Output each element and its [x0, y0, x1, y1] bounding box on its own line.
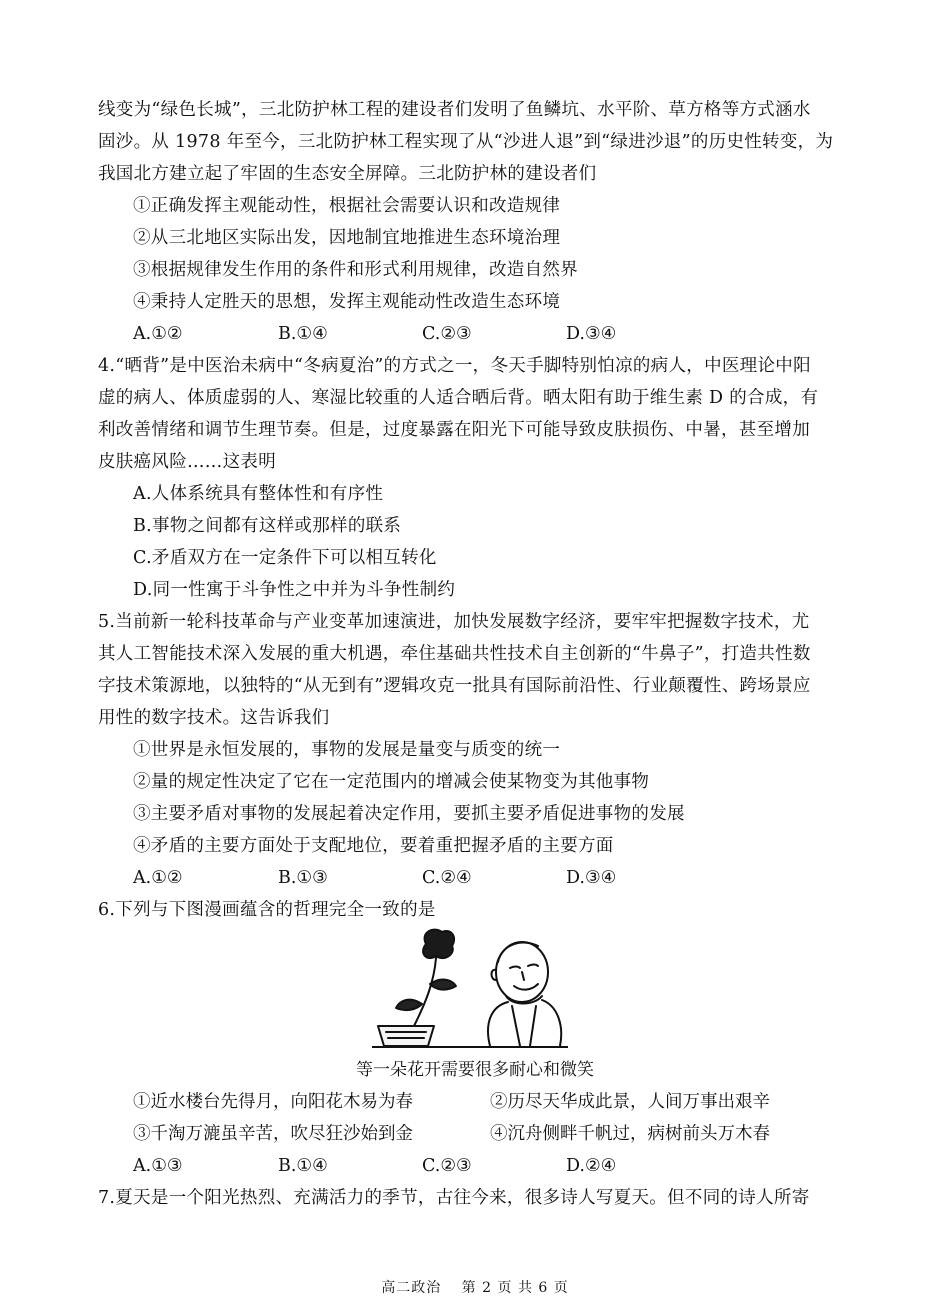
q6-statement: ④沉舟侧畔千帆过，病树前头万木春 [490, 1124, 770, 1144]
q5-statement: ④矛盾的主要方面处于支配地位，要着重把握矛盾的主要方面 [133, 836, 614, 856]
q4-option-d: D.同一性寓于斗争性之中并为斗争性制约 [133, 580, 456, 600]
q4-text-line: 4.“晒背”是中医治未病中“冬病夏治”的方式之一，冬天手脚特别怕凉的病人，中医理论中阳 [98, 356, 811, 376]
q4-text-line: 虚的病人、体质虚弱的人、寒湿比较重的人适合晒后背。晒太阳有助于维生素 D 的合成，有 [98, 388, 819, 408]
q6-choice-d: D.②④ [566, 1156, 617, 1176]
q3-choice-a: A.①② [133, 324, 183, 344]
q4-text-line: 利改善情绪和调节生理节奏。但是，过度暴露在阳光下可能导致皮肤损伤、中暑，甚至增加 [98, 420, 810, 440]
q3-text-line: 固沙。从 1978 年至今，三北防护林工程实现了从“沙进人退”到“绿进沙退”的历史性转变，为 [98, 132, 834, 152]
q6-choice-c: C.②③ [422, 1156, 472, 1176]
q6-statement: ①近水楼台先得月，向阳花木易为春 [133, 1092, 413, 1112]
q5-choice-b: B.①③ [278, 868, 328, 888]
q6-statement: ③千淘万漉虽辛苦，吹尽狂沙始到金 [133, 1124, 413, 1144]
q6-stem: 6.下列与下图漫画蕴含的哲理完全一致的是 [98, 900, 436, 920]
q5-text-line: 5.当前新一轮科技革命与产业变革加速演进，加快发展数字经济，要牢牢把握数字技术，尤 [98, 612, 810, 632]
q3-text-line: 线变为“绿色长城”，三北防护林工程的建设者们发明了鱼鳞坑、水平阶、草方格等方式涵水 [98, 100, 811, 120]
q5-choice-a: A.①② [133, 868, 183, 888]
q3-text-line: 我国北方建立起了牢固的生态安全屏障。三北防护林的建设者们 [98, 164, 597, 184]
q5-text-line: 字技术策源地，以独特的“从无到有”逻辑攻克一批具有国际前沿性、行业颠覆性、跨场景应 [98, 676, 811, 696]
q4-text-line: 皮肤癌风险……这表明 [98, 452, 276, 472]
q5-choice-c: C.②④ [422, 868, 472, 888]
q5-choice-d: D.③④ [566, 868, 617, 888]
q6-choice-b: B.①④ [278, 1156, 328, 1176]
q5-statement: ②量的规定性决定了它在一定范围内的增减会使某物变为其他事物 [133, 772, 650, 792]
q7-text-line: 7.夏天是一个阳光热烈、充满活力的季节，古往今来，很多诗人写夏天。但不同的诗人所寄 [98, 1188, 810, 1208]
q5-text-line: 用性的数字技术。这告诉我们 [98, 708, 330, 728]
q6-choice-a: A.①③ [133, 1156, 183, 1176]
q4-option-b: B.事物之间都有这样或那样的联系 [133, 516, 402, 536]
cartoon-illustration [372, 922, 568, 1050]
q4-option-a: A.人体系统具有整体性和有序性 [133, 484, 384, 504]
q3-statement: ①正确发挥主观能动性，根据社会需要认识和改造规律 [133, 196, 561, 216]
q3-statement: ③根据规律发生作用的条件和形式利用规律，改造自然界 [133, 260, 578, 280]
q5-statement: ③主要矛盾对事物的发展起着决定作用，要抓主要矛盾促进事物的发展 [133, 804, 685, 824]
q6-statement: ②历尽天华成此景，人间万事出艰辛 [490, 1092, 770, 1112]
q5-text-line: 其人工智能技术深入发展的重大机遇，牵住基础共性技术自主创新的“牛鼻子”，打造共性数 [98, 644, 811, 664]
cartoon-caption: 等一朵花开需要很多耐心和微笑 [356, 1060, 594, 1080]
page-footer: 高二政治 第 2 页 共 6 页 [381, 1280, 569, 1296]
q4-option-c: C.矛盾双方在一定条件下可以相互转化 [133, 548, 437, 568]
q3-statement: ④秉持人定胜天的思想，发挥主观能动性改造生态环境 [133, 292, 561, 312]
q3-choice-d: D.③④ [566, 324, 617, 344]
q3-choice-c: C.②③ [422, 324, 472, 344]
q5-statement: ①世界是永恒发展的，事物的发展是量变与质变的统一 [133, 740, 561, 760]
q3-statement: ②从三北地区实际出发，因地制宜地推进生态环境治理 [133, 228, 561, 248]
q3-choice-b: B.①④ [278, 324, 328, 344]
